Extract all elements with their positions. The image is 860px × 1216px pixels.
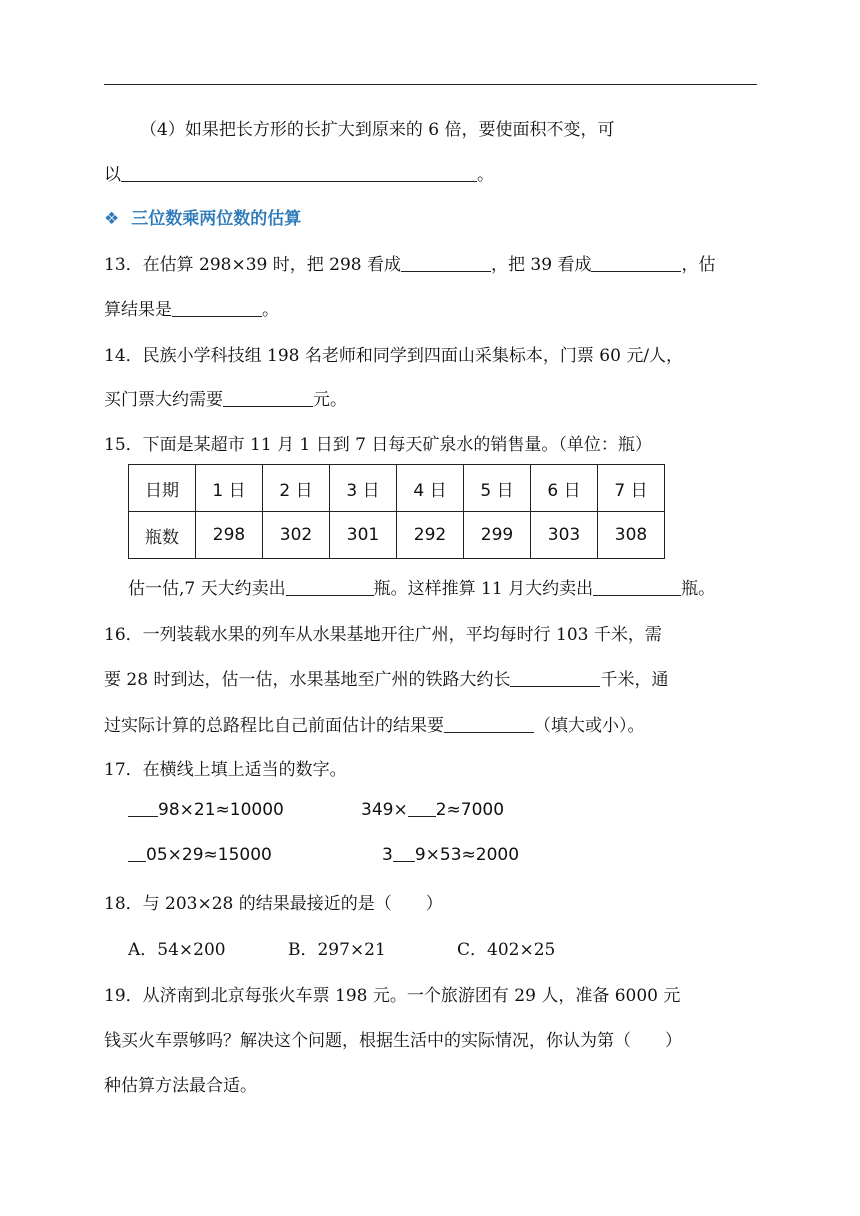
q14-blank[interactable]	[223, 390, 313, 407]
q14-text-2: 元。	[313, 390, 347, 410]
q15-text-2: 瓶。这样推算 11 月大约卖出	[373, 579, 594, 599]
q15-line1: 15．下面是某超市 11 月 1 日到 7 日每天矿泉水的销售量。（单位：瓶）	[104, 435, 652, 455]
q17-item-d	[382, 845, 519, 865]
q15-blank-2[interactable]	[593, 579, 681, 596]
q13-text-1: 13．在估算 298×39 时，把 298 看成	[104, 255, 402, 275]
q12-4-prefix: 以	[104, 165, 121, 185]
q16-text-3: 过实际计算的总路程比自己前面估计的结果要	[104, 716, 444, 736]
table-cell-count: 302	[263, 512, 330, 559]
table-cell-date: 1 日	[196, 465, 263, 512]
q17-text-d2: 9×53≈2000	[414, 845, 520, 865]
table-cell-count: 303	[531, 512, 598, 559]
q12-4-line1: （4）如果把长方形的长扩大到原来的 6 倍，要使面积不变，可	[140, 120, 615, 140]
q16-text-4: （填大或小）。	[534, 716, 645, 736]
header-rule	[104, 84, 757, 85]
q16-line2	[104, 665, 668, 690]
q18-option-b[interactable]: B．297×21	[288, 940, 386, 960]
q17-text-b1: 349×	[361, 800, 408, 820]
q19-line3: 种估算方法最合适。	[104, 1076, 257, 1096]
q17-text-c: 05×29≈15000	[146, 845, 272, 865]
q12-4-answer-blank[interactable]	[121, 165, 477, 182]
q13-line1	[104, 250, 715, 275]
q14-text-1: 买门票大约需要	[104, 390, 223, 410]
q15-blank-1[interactable]	[286, 579, 374, 596]
section-title-text: 三位数乘两位数的估算	[131, 209, 302, 229]
q17-line1: 17．在横线上填上适当的数字。	[104, 760, 347, 780]
q13-blank-3[interactable]	[172, 300, 262, 317]
table-header-count: 瓶数	[129, 512, 196, 559]
q16-line1: 16．一列装载水果的列车从水果基地开往广州，平均每时行 103 千米，需	[104, 625, 662, 645]
table-cell-count: 292	[397, 512, 464, 559]
section-title	[104, 204, 301, 229]
q13-blank-1[interactable]	[401, 255, 491, 272]
table-cell-date: 6 日	[531, 465, 598, 512]
table-cell-date: 7 日	[598, 465, 665, 512]
q15-line2	[128, 574, 715, 599]
q17-item-c	[128, 845, 272, 865]
table-cell-date: 3 日	[330, 465, 397, 512]
table-cell-count: 299	[464, 512, 531, 559]
table-cell-date: 4 日	[397, 465, 464, 512]
q17-blank-b[interactable]	[408, 800, 436, 817]
q17-text-a: 98×21≈10000	[158, 800, 284, 820]
diamond-bullet-icon: ❖	[104, 209, 120, 229]
q13-text-3: ，估	[681, 255, 716, 275]
q17-blank-a[interactable]	[128, 800, 158, 817]
q16-line3	[104, 711, 645, 736]
q14-line2	[104, 385, 347, 410]
q18-option-c[interactable]: C．402×25	[457, 940, 556, 960]
table-cell-count: 308	[598, 512, 665, 559]
q19-line1: 19．从济南到北京每张火车票 198 元。一个旅游团有 29 人，准备 6000 元	[104, 986, 681, 1006]
q13-text-5: 。	[262, 300, 279, 320]
table-header-date: 日期	[129, 465, 196, 512]
q16-blank-2[interactable]	[444, 716, 534, 733]
table-row-counts	[129, 512, 665, 559]
q13-text-2: ，把 39 看成	[491, 255, 592, 275]
q17-item-b	[361, 800, 504, 820]
q17-blank-d[interactable]	[393, 845, 415, 862]
table-row-dates	[129, 465, 665, 512]
q12-4-suffix: 。	[477, 165, 494, 185]
q18-line1: 18．与 203×28 的结果最接近的是（ ）	[104, 894, 443, 914]
table-cell-count: 301	[330, 512, 397, 559]
q14-line1: 14．民族小学科技组 198 名老师和同学到四面山采集标本，门票 60 元/人，	[104, 346, 684, 366]
q16-text-1: 要 28 时到达，估一估，水果基地至广州的铁路大约长	[104, 670, 511, 690]
q17-text-d1: 3	[382, 845, 393, 865]
q15-text-3: 瓶。	[681, 579, 716, 599]
sales-table	[128, 464, 665, 559]
q13-text-4: 算结果是	[104, 300, 172, 320]
q12-4-line2	[104, 160, 494, 185]
q17-text-b2: 2≈7000	[435, 800, 505, 820]
q15-text-1: 估一估,7 天大约卖出	[128, 579, 286, 599]
q17-item-a	[128, 800, 284, 820]
q16-text-2: 千米，通	[600, 670, 669, 690]
q13-line2	[104, 295, 279, 320]
table-cell-date: 5 日	[464, 465, 531, 512]
q18-option-a[interactable]: A．54×200	[128, 940, 226, 960]
table-cell-date: 2 日	[263, 465, 330, 512]
q13-blank-2[interactable]	[591, 255, 681, 272]
q16-blank-1[interactable]	[510, 670, 600, 687]
q19-line2: 钱买火车票够吗？解决这个问题，根据生活中的实际情况，你认为第（ ）	[104, 1031, 682, 1051]
q17-blank-c[interactable]	[128, 845, 146, 862]
table-cell-count: 298	[196, 512, 263, 559]
